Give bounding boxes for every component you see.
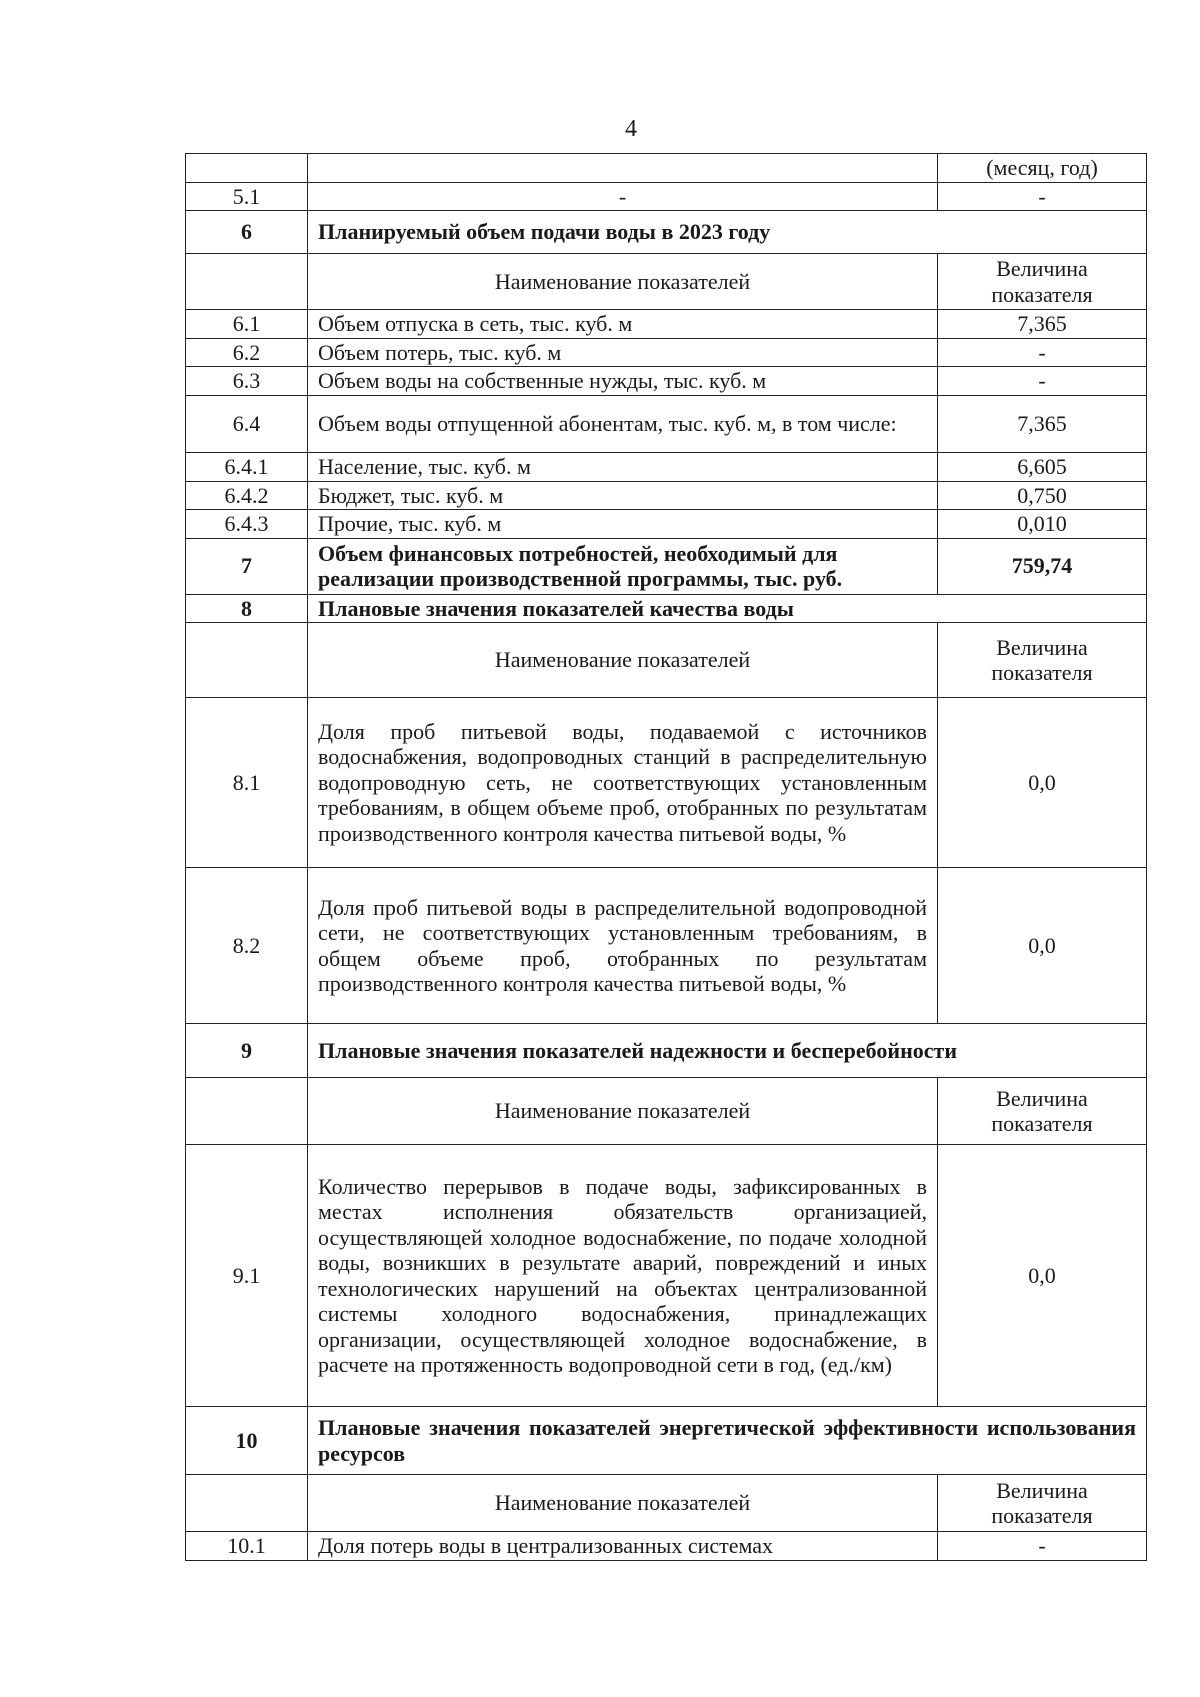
column-header-value: Величина показателя — [938, 254, 1147, 310]
indicator-value: - — [938, 182, 1147, 211]
column-header-value: Величина показателя — [938, 623, 1147, 698]
indicator-value: 7,365 — [938, 396, 1147, 453]
row-number: 5.1 — [186, 182, 308, 211]
page-number: 4 — [625, 116, 637, 142]
table-row — [186, 1145, 1147, 1407]
row-number: 6.2 — [186, 338, 308, 367]
indicator-name: Население, тыс. куб. м — [308, 453, 938, 482]
section-number: 7 — [186, 538, 308, 594]
section-row — [186, 1024, 1147, 1078]
section-number: 6 — [186, 211, 308, 254]
table-row — [186, 698, 1147, 868]
column-header-value: Величина показателя — [938, 1078, 1147, 1145]
indicator-name: Прочие, тыс. куб. м — [308, 510, 938, 539]
table-row — [186, 453, 1147, 482]
header-row — [186, 623, 1147, 698]
indicator-value: 6,605 — [938, 453, 1147, 482]
section-number: 8 — [186, 594, 308, 623]
row-number: 6.3 — [186, 367, 308, 396]
row-number: 9.1 — [186, 1145, 308, 1407]
indicator-name — [308, 154, 938, 183]
section-title: Плановые значения показателей энергетической эффективности использования ресурсов — [308, 1407, 1147, 1475]
section-row — [186, 1407, 1147, 1475]
indicator-name: Количество перерывов в подаче воды, зафиксированных в местах исполнения обязательств организацией, осуществляющей холодное водоснабжение, по подаче холодной воды, возникших в результате аварий, повреждений и иных технологических нарушений на объектах централизованной системы холодного водоснабжения, принадлежащих организации, осуществляющей холодное водоснабжение, в расчете на протяженность водопроводной сети в год, (ед./км) — [308, 1145, 938, 1407]
indicator-value: - — [938, 1532, 1147, 1561]
indicator-value: 759,74 — [938, 538, 1147, 594]
header-row — [186, 1078, 1147, 1145]
row-number: 6.1 — [186, 310, 308, 339]
indicator-value: 7,365 — [938, 310, 1147, 339]
indicator-value: - — [938, 338, 1147, 367]
header-row — [186, 254, 1147, 310]
column-header-value: Величина показателя — [938, 1475, 1147, 1532]
section-title: Планируемый объем подачи воды в 2023 году — [308, 211, 1147, 254]
header-row — [186, 1475, 1147, 1532]
column-header-name: Наименование показателей — [308, 1078, 938, 1145]
indicator-value: 0,0 — [938, 1145, 1147, 1407]
row-number: 8.2 — [186, 868, 308, 1024]
section-title: Объем финансовых потребностей, необходимый для реализации производственной программы, тыс. руб. — [308, 538, 938, 594]
row-number: 6.4.2 — [186, 481, 308, 510]
table-row — [186, 338, 1147, 367]
section-title: Плановые значения показателей надежности и бесперебойности — [308, 1024, 1147, 1078]
column-header-name: Наименование показателей — [308, 1475, 938, 1532]
indicator-name: Доля потерь воды в централизованных системах — [308, 1532, 938, 1561]
column-header-name: Наименование показателей — [308, 623, 938, 698]
row-number: 6.4.3 — [186, 510, 308, 539]
table-row — [186, 396, 1147, 453]
indicator-name: Объем воды на собственные нужды, тыс. куб. м — [308, 367, 938, 396]
table-row — [186, 310, 1147, 339]
table-row — [186, 481, 1147, 510]
indicator-name: Объем отпуска в сеть, тыс. куб. м — [308, 310, 938, 339]
column-header-name: Наименование показателей — [308, 254, 938, 310]
indicator-value: 0,0 — [938, 698, 1147, 868]
row-number: 6.4.1 — [186, 453, 308, 482]
section-number: 9 — [186, 1024, 308, 1078]
row-number: 10.1 — [186, 1532, 308, 1561]
indicator-name: Объем воды отпущенной абонентам, тыс. куб. м, в том числе: — [308, 396, 938, 453]
indicator-name: Объем потерь, тыс. куб. м — [308, 338, 938, 367]
table-row — [186, 510, 1147, 539]
indicator-name: Доля проб питьевой воды в распределительной водопроводной сети, не соответствующих установленным требованиям, в общем объеме проб, отобранных по результатам производственного контроля качества питьевой воды, % — [308, 868, 938, 1024]
table-row — [186, 868, 1147, 1024]
indicator-value: - — [938, 367, 1147, 396]
row-number: 8.1 — [186, 698, 308, 868]
indicator-value: 0,750 — [938, 481, 1147, 510]
table-row — [186, 1532, 1147, 1561]
indicator-name: - — [308, 182, 938, 211]
indicator-name: Бюджет, тыс. куб. м — [308, 481, 938, 510]
table-row — [186, 182, 1147, 211]
section-row — [186, 594, 1147, 623]
indicator-value: (месяц, год) — [938, 154, 1147, 183]
section-title: Плановые значения показателей качества воды — [308, 594, 1147, 623]
row-number: 6.4 — [186, 396, 308, 453]
indicator-value: 0,0 — [938, 868, 1147, 1024]
indicator-value: 0,010 — [938, 510, 1147, 539]
table-row — [186, 154, 1147, 183]
indicator-name: Доля проб питьевой воды, подаваемой с источников водоснабжения, водопроводных станций в распределительную водопроводную сеть, не соответствующих установленным требованиям, в общем объеме проб, отобранных по результатам производственного контроля качества питьевой воды, % — [308, 698, 938, 868]
section-number: 10 — [186, 1407, 308, 1475]
row-number — [186, 154, 308, 183]
table-row — [186, 367, 1147, 396]
section-row — [186, 538, 1147, 594]
section-row — [186, 211, 1147, 254]
indicators-table — [185, 153, 1147, 1561]
